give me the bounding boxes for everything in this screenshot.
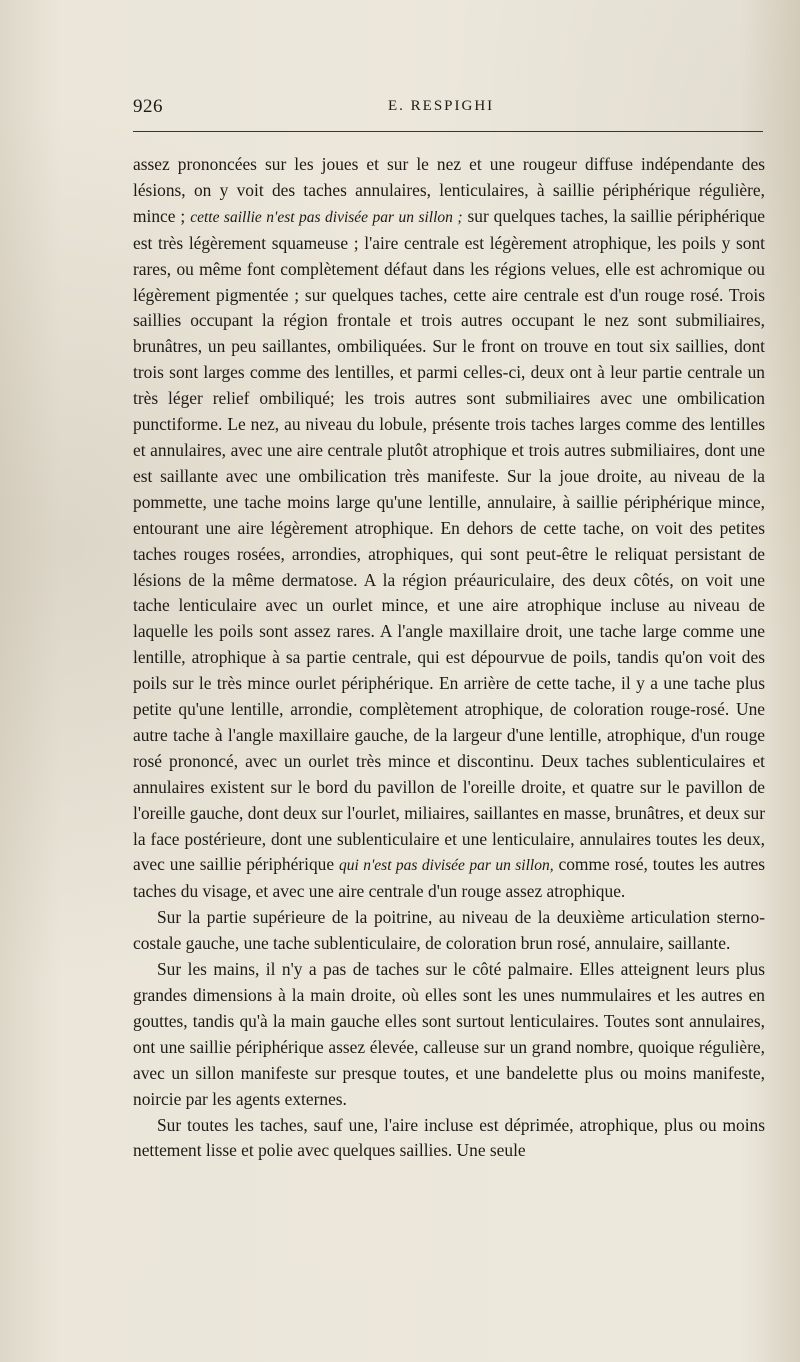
- paragraph-2: [133, 905, 765, 957]
- paragraph-1-text-b: sur quelques taches, la saillie périphérique est très légèrement squameuse ; l'aire centrale est légèrement atrophique, les poils y sont rares, ou même font complètement défaut dans les régions velues, elle est achromique ou légèrement pigmentée ; sur quelques taches, cette aire centrale est d'un rouge rosé. Trois saillies occupant la région frontale et trois autres occupant le nez sont submiliaires, brunâtres, un peu saillantes, ombiliquées. Sur le front on trouve en tout six saillies, dont trois sont larges comme des lentilles, et parmi celles-ci, deux ont à leur partie centrale un très léger relief ombiliqué; les trois autres sont submiliaires avec une ombilication punctiforme. Le nez, au niveau du lobule, présente trois taches larges comme des lentilles et annulaires, avec une aire centrale plutôt atrophique et trois autres submiliaires, dont une est saillante avec une ombilication très manifeste. Sur la joue droite, au niveau de la pommette, une tache moins large qu'une lentille, annulaire, à saillie périphérique mince, entourant une aire légèrement atrophique. En dehors de cette tache, on voit des petites taches rouges rosées, arrondies, atrophiques, qui sont peut-être le reliquat persistant de lésions de la même dermatose. A la région préauriculaire, des deux côtés, on voit une tache lenticulaire avec un ourlet mince, et une aire atrophique incluse au niveau de laquelle les poils sont assez rares. A l'angle maxillaire droit, une tache large comme une lentille, atrophique à sa partie centrale, qui est dépourvue de poils, tandis qu'on voit des poils sur le très mince ourlet périphérique. En arrière de cette tache, il y a une tache plus petite qu'une lentille, arrondie, complètement atrophique, de coloration rouge-rosé. Une autre tache à l'angle maxillaire gauche, de la largeur d'une lentille, atrophique, d'un rouge rosé prononcé, avec un ourlet très mince et discontinu. Deux taches sublenticulaires et annulaires existent sur le bord du pavillon de l'oreille droite, et quatre sur le pavillon de l'oreille gauche, dont deux sur l'ourlet, miliaires, saillantes en masse, brunâtres, et deux sur la face postérieure, dont une sublenticulaire et une lenticulaire, annulaires toutes les deux, avec une saillie périphérique: [133, 205, 765, 875]
- paragraph-3-text: Sur les mains, il n'y a pas de taches sur le côté palmaire. Elles atteignent leurs plus grandes dimensions à la main droite, où elles sont les unes nummulaires et les autres en gouttes, tandis qu'à la main gauche elles sont surtout lenticulaires. Toutes sont annulaires, ont une saillie périphérique assez élevée, calleuse sur un grand nombre, quoique régulière, avec un sillon manifeste sur presque toutes, et une bandelette plus ou moins manifeste, noircie par les agents externes.: [133, 959, 765, 1109]
- paragraph-4: [133, 1113, 765, 1165]
- paragraph-1-text-c: comme rosé, toutes les autres taches du visage, et avec une aire centrale d'un rouge assez atrophique.: [133, 854, 765, 902]
- paragraph-1-italic-a: cette saillie n'est pas divisée par un sillon ;: [190, 208, 463, 226]
- paragraph-1-italic-b: qui n'est pas divisée par un sillon,: [338, 857, 554, 875]
- page-header: [133, 96, 763, 126]
- paragraph-1: [133, 152, 765, 905]
- paragraph-2-text: Sur la partie supérieure de la poitrine, au niveau de la deuxième articulation sterno-costale gauche, une tache sublenticulaire, de coloration brun rosé, annulaire, saillante.: [133, 907, 765, 954]
- body-text: [133, 152, 765, 1164]
- paragraph-3: [133, 957, 765, 1112]
- paragraph-1-text-a: assez prononcées sur les joues et sur le nez et une rougeur diffuse indépendante des lésions, on y voit des taches annulaires, lenticulaires, à saillie périphérique régulière, mince ;: [133, 154, 765, 226]
- header-rule: [133, 131, 763, 132]
- page-number: 926: [133, 96, 163, 117]
- running-head: E. RESPIGHI: [388, 98, 495, 114]
- paragraph-4-text: Sur toutes les taches, sauf une, l'aire incluse est déprimée, atrophique, plus ou moins nettement lisse et polie avec quelques saillies. Une seule: [133, 1114, 765, 1161]
